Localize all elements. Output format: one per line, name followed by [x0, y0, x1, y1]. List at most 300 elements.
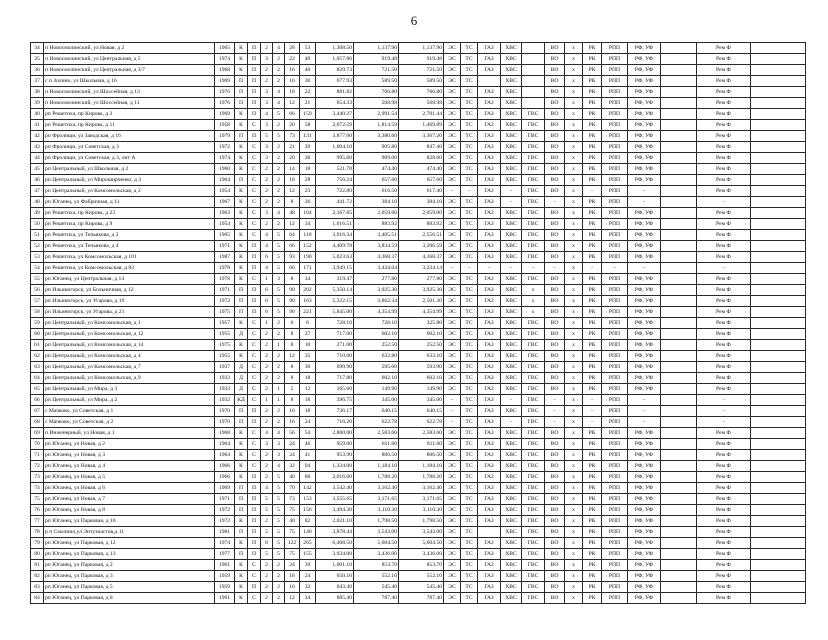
table-cell: 545.40 [399, 582, 444, 593]
table-cell: х [522, 307, 545, 318]
table-cell: ВО [545, 483, 565, 494]
table-cell: 1976 [215, 98, 235, 109]
table-cell: 40 [300, 54, 316, 65]
table-cell: ГАЗ [478, 153, 501, 164]
table-cell: рп Решетиха, ул Тепьякова, д 2 [44, 230, 215, 241]
table-cell: 728.10 [316, 318, 354, 329]
table-cell: ГАЗ [478, 571, 501, 582]
table-cell: 56 [31, 285, 44, 296]
table-cell: рп Юганец, ул Новая, д 2 [44, 439, 215, 450]
table-cell [751, 120, 806, 131]
table-cell: ГВС [522, 417, 545, 428]
table-cell [661, 593, 697, 604]
table-cell: РФ, УФ [628, 538, 661, 549]
table-row [31, 538, 806, 549]
table-cell: Рем Ф [697, 87, 751, 98]
table-cell: ЭС [444, 241, 461, 252]
table-cell: ВО [545, 230, 565, 241]
table-cell: 1961 [215, 593, 235, 604]
table-cell: ВО [545, 76, 565, 87]
table-cell: 66 [31, 395, 44, 406]
table-cell: 474.40 [354, 164, 399, 175]
table-cell: 277.80 [399, 274, 444, 285]
table-cell: 2 [273, 362, 285, 373]
table-cell: Рем Ф [697, 505, 751, 516]
table-cell: 595.00 [354, 362, 399, 373]
table-cell: 142 [300, 483, 316, 494]
table-cell: 3,494.30 [316, 505, 354, 516]
table-cell: 1974 [215, 538, 235, 549]
table-cell: 12 [285, 186, 300, 197]
table-cell: 1 [261, 318, 273, 329]
table-cell: П [235, 98, 248, 109]
table-cell: РФ, УФ [628, 87, 661, 98]
table-cell: РФ, УФ [628, 43, 661, 54]
table-cell: ГАЗ [478, 120, 501, 131]
table-cell: 152 [300, 241, 316, 252]
table-cell: 46 [31, 175, 44, 186]
table-cell: 1959 [215, 582, 235, 593]
table-cell: 271.00 [316, 340, 354, 351]
table-cell [751, 439, 806, 450]
table-cell: - [501, 395, 522, 406]
table-cell: 1970 [215, 406, 235, 417]
table-cell: Рем Ф [697, 450, 751, 461]
table-cell: ХВС [501, 285, 522, 296]
table-cell: РК [583, 219, 602, 230]
table-cell: ГВС [522, 362, 545, 373]
table-cell: Рем Ф [697, 131, 751, 142]
table-cell: х [565, 417, 583, 428]
table-cell: Рем Ф [697, 571, 751, 582]
table-cell: 18 [300, 406, 316, 417]
table-cell: ГАЗ [478, 373, 501, 384]
table-cell: рп Юганец, ул Парковая, д 8 [44, 593, 215, 604]
table-cell: 5,604.50 [354, 538, 399, 549]
table-cell: ГАЗ [478, 318, 501, 329]
table-row [31, 131, 806, 142]
table-cell: РПП [602, 54, 628, 65]
table-cell: 3,367.20 [399, 131, 444, 142]
table-cell: 64 [31, 373, 44, 384]
table-cell: ТС [461, 406, 478, 417]
table-cell: 27 [300, 329, 316, 340]
table-cell: 2 [261, 406, 273, 417]
table-cell: 16 [285, 76, 300, 87]
table-cell: 90 [285, 285, 300, 296]
table-cell: 3,234.14 [399, 263, 444, 274]
table-cell: ВО [545, 285, 565, 296]
table-cell: РФ, УФ [628, 120, 661, 131]
table-cell: 1975 [215, 307, 235, 318]
table-row [31, 197, 806, 208]
table-cell: ВО [545, 307, 565, 318]
table-cell: 4 [273, 461, 285, 472]
table-cell: ГАЗ [478, 549, 501, 560]
table-cell: ГВС [522, 527, 545, 538]
table-cell: 1963 [215, 208, 235, 219]
table-cell: - [461, 186, 478, 197]
table-cell [661, 54, 697, 65]
table-cell: ЭС [444, 208, 461, 219]
table-cell: х [565, 373, 583, 384]
table-cell: 22 [285, 54, 300, 65]
table-cell: 616.50 [354, 186, 399, 197]
table-cell: РК [583, 472, 602, 483]
table-cell: С [248, 230, 261, 241]
table-cell: РПП [602, 296, 628, 307]
table-cell: РК [583, 494, 602, 505]
table-cell: х [565, 109, 583, 120]
table-cell: 2 [261, 329, 273, 340]
table-cell: 1967 [215, 197, 235, 208]
table-cell: 2 [261, 560, 273, 571]
table-cell: 717.00 [316, 329, 354, 340]
table-cell: 77 [31, 516, 44, 527]
table-cell: 110 [300, 230, 316, 241]
table-cell [661, 505, 697, 516]
table-cell: ГАЗ [478, 274, 501, 285]
table-cell: 552.10 [354, 571, 399, 582]
table-cell: ХВС [501, 505, 522, 516]
table-cell: 4,368.37 [399, 252, 444, 263]
table-cell: РПП [602, 219, 628, 230]
table-cell: 36 [31, 65, 44, 76]
table-row [31, 76, 806, 87]
table-cell: ХВС [501, 373, 522, 384]
table-cell [661, 494, 697, 505]
table-cell: 1964 [215, 175, 235, 186]
table-cell: ВО [545, 362, 565, 373]
table-cell [751, 43, 806, 54]
table-cell: 8 [285, 373, 300, 384]
table-cell: - [628, 186, 661, 197]
table-cell: 8 [285, 197, 300, 208]
table-cell: 35 [31, 54, 44, 65]
table-cell: ТС [461, 329, 478, 340]
table-cell: 94 [300, 461, 316, 472]
table-cell: РПП [602, 164, 628, 175]
table-cell [661, 318, 697, 329]
table-row [31, 263, 806, 274]
table-cell: ГАЗ [478, 230, 501, 241]
table-cell: РФ, УФ [628, 384, 661, 395]
table-row [31, 252, 806, 263]
table-cell: РФ, УФ [628, 65, 661, 76]
table-cell: РПП [602, 351, 628, 362]
table-cell: ЭС [444, 230, 461, 241]
table-cell: 766.80 [399, 87, 444, 98]
table-cell: 4,368.37 [354, 252, 399, 263]
table-cell [751, 538, 806, 549]
table-cell: ХВС [501, 76, 522, 87]
table-cell: РФ, УФ [628, 76, 661, 87]
table-cell: 919.48 [399, 54, 444, 65]
table-cell: РФ, УФ [628, 175, 661, 186]
table-cell: 1975 [215, 340, 235, 351]
table-cell: П [248, 582, 261, 593]
table-cell [661, 197, 697, 208]
table-cell: 589.50 [399, 76, 444, 87]
table-cell: 3 [273, 439, 285, 450]
table-cell: 589.50 [354, 76, 399, 87]
table-cell: ТС [461, 296, 478, 307]
table-cell: рп Юганец, ул Парковая, д 10 [44, 516, 215, 527]
table-row [31, 582, 806, 593]
table-cell: П [248, 296, 261, 307]
table-cell: 1954 [215, 186, 235, 197]
table-cell: РФ, УФ [628, 527, 661, 538]
table-cell [661, 164, 697, 175]
table-cell: ХВС [501, 406, 522, 417]
table-cell: ГВС [522, 208, 545, 219]
table-cell [751, 406, 806, 417]
table-cell: 71 [31, 450, 44, 461]
table-cell: 21 [285, 142, 300, 153]
table-cell: К [235, 197, 248, 208]
table-cell: П [248, 252, 261, 263]
table-cell: РК [583, 131, 602, 142]
table-cell: 2,072.59 [316, 120, 354, 131]
table-cell: ГВС [522, 120, 545, 131]
table-cell: Д [235, 384, 248, 395]
table-cell [661, 549, 697, 560]
table-cell: ВО [545, 527, 565, 538]
table-cell: К [235, 560, 248, 571]
table-cell: 3 [261, 153, 273, 164]
table-cell: 2 [273, 65, 285, 76]
table-cell: ХВС [501, 472, 522, 483]
table-cell: ТС [461, 362, 478, 373]
table-cell: ЭС [444, 593, 461, 604]
table-cell: РПП [602, 153, 628, 164]
table-cell [661, 329, 697, 340]
table-cell: 8 [261, 538, 273, 549]
table-cell: 710.00 [316, 351, 354, 362]
table-cell: ГАЗ [478, 98, 501, 109]
table-cell: 5 [273, 109, 285, 120]
table-cell: - [628, 417, 661, 428]
table-cell [751, 274, 806, 285]
table-cell: 5,023.63 [316, 252, 354, 263]
table-cell: К [235, 340, 248, 351]
table-cell: 3,110.30 [399, 505, 444, 516]
table-cell: 4 [261, 109, 273, 120]
table-cell: рп Решетиха, пр Кирова, д 23 [44, 208, 215, 219]
table-cell: 30 [300, 362, 316, 373]
table-row [31, 373, 806, 384]
table-cell: п Инженерный, ул Новая, д 1 [44, 428, 215, 439]
table-cell: 2 [261, 164, 273, 175]
table-cell: Рем Ф [697, 307, 751, 318]
table-cell: 699.90 [316, 362, 354, 373]
table-cell: ГАЗ [478, 219, 501, 230]
table-cell: ВО [545, 153, 565, 164]
table-cell: 252.50 [399, 340, 444, 351]
table-cell: ГАЗ [478, 131, 501, 142]
table-cell: К [235, 54, 248, 65]
table-cell: ХВС [501, 571, 522, 582]
table-cell: ВО [545, 549, 565, 560]
table-cell: 1,001.10 [316, 560, 354, 571]
table-cell [751, 417, 806, 428]
table-cell: рп Центральный, ул Комсомольская, д 2 [44, 186, 215, 197]
table-cell: 64 [285, 230, 300, 241]
table-cell: п Новосмолинский, ул Новая, д 2 [44, 43, 215, 54]
table-cell: П [235, 417, 248, 428]
table-cell: х [565, 120, 583, 131]
table-cell: РК [583, 329, 602, 340]
table-cell: ГВС [522, 131, 545, 142]
table-cell: РПП [602, 241, 628, 252]
table-cell: РПП [602, 197, 628, 208]
table-cell [661, 241, 697, 252]
table-cell [478, 527, 501, 538]
table-cell: РФ, УФ [628, 340, 661, 351]
table-cell: ГВС [522, 186, 545, 197]
table-cell: ЭС [444, 582, 461, 593]
table-cell: РК [583, 582, 602, 593]
table-cell: ГАЗ [478, 175, 501, 186]
table-cell: 474.40 [399, 164, 444, 175]
table-cell: РПП [602, 417, 628, 428]
table-cell: ХВС [501, 428, 522, 439]
table-cell [661, 186, 697, 197]
table-cell: С [248, 351, 261, 362]
table-row [31, 274, 806, 285]
table-cell: 545.40 [354, 582, 399, 593]
table-cell: 1 [273, 395, 285, 406]
table-cell: ТС [461, 197, 478, 208]
table-cell: ЭС [444, 362, 461, 373]
table-cell [751, 340, 806, 351]
table-cell: РК [583, 54, 602, 65]
table-cell: х [565, 351, 583, 362]
table-cell: ВО [545, 461, 565, 472]
table-row [31, 560, 806, 571]
table-cell: ВО [545, 593, 565, 604]
table-row [31, 571, 806, 582]
table-cell: ЭС [444, 296, 461, 307]
table-cell: ВО [545, 65, 565, 76]
table-cell: Рем Ф [697, 593, 751, 604]
table-cell: 811.60 [399, 439, 444, 450]
table-cell: РПП [602, 87, 628, 98]
table-cell: ГВС [522, 406, 545, 417]
table-cell: РПП [602, 65, 628, 76]
table-cell: 654.33 [316, 98, 354, 109]
table-cell: 58 [31, 307, 44, 318]
table-cell: 16 [285, 582, 300, 593]
table-cell: рп Юганец, ул Парковая, д 12 [44, 538, 215, 549]
table-cell: К [235, 219, 248, 230]
table-cell: ВО [545, 175, 565, 186]
table-cell: рп Фролищи, ул Советская, д 3 [44, 142, 215, 153]
table-cell: ВО [545, 560, 565, 571]
table-cell: 4 [261, 263, 273, 274]
table-cell: Рем Ф [697, 538, 751, 549]
table-cell: 2 [261, 384, 273, 395]
table-cell: ЭС [444, 120, 461, 131]
table-cell: 2 [261, 76, 273, 87]
table-cell: П [235, 87, 248, 98]
table-cell: РПП [602, 340, 628, 351]
table-cell: КД [235, 395, 248, 406]
table-cell: РК [583, 384, 602, 395]
table-cell: ВО [545, 219, 565, 230]
table-cell: РПП [602, 285, 628, 296]
table-cell: ВО [545, 373, 565, 384]
table-cell: 2 [261, 65, 273, 76]
table-cell: 3,436.00 [399, 549, 444, 560]
table-cell: ГВС [522, 340, 545, 351]
table-cell: ТС [461, 582, 478, 593]
table-cell: 90 [285, 296, 300, 307]
table-row [31, 483, 806, 494]
table-cell: ВО [545, 472, 565, 483]
table-cell: 41 [31, 120, 44, 131]
table-cell: 1976 [215, 87, 235, 98]
table-cell: ТС [461, 285, 478, 296]
table-cell: 2 [273, 153, 285, 164]
table-cell: рп Ильиногорск, ул Угарова, д 19 [44, 296, 215, 307]
table-cell: 3,925.30 [354, 285, 399, 296]
table-cell [751, 593, 806, 604]
table-cell: рп Фролищи, ул Заводская, д 16 [44, 131, 215, 142]
table-cell: 441.72 [316, 197, 354, 208]
table-cell: 47 [31, 186, 44, 197]
table-cell: Рем Ф [697, 43, 751, 54]
table-cell [751, 472, 806, 483]
table-cell: х [565, 142, 583, 153]
table-cell: 32 [300, 582, 316, 593]
table-cell: х [565, 219, 583, 230]
table-cell: рп Решетиха, ул Комсомольская, д 101 [44, 252, 215, 263]
table-cell [522, 54, 545, 65]
table-cell: П [235, 406, 248, 417]
table-row [31, 340, 806, 351]
table-cell [661, 153, 697, 164]
table-cell: 16 [285, 406, 300, 417]
table-cell: ЭС [444, 252, 461, 263]
table-cell: с Мачково, ул Советская, д 1 [44, 406, 215, 417]
table-cell: РПП [602, 186, 628, 197]
table-cell: 5,604.50 [399, 538, 444, 549]
table-cell: ХВС [501, 296, 522, 307]
table-cell: ГВС [522, 252, 545, 263]
table-cell: х [565, 450, 583, 461]
table-cell: С [248, 318, 261, 329]
table-cell: ЭС [444, 571, 461, 582]
table-cell: 2 [273, 571, 285, 582]
table-cell: С [248, 384, 261, 395]
table-cell: РК [583, 208, 602, 219]
table-cell: рп Решетиха, ул Комсомольская, д 83 [44, 263, 215, 274]
table-cell: 28 [300, 175, 316, 186]
table-cell: 1955 [215, 351, 235, 362]
table-cell: ВО [545, 98, 565, 109]
table-cell: ЭС [444, 65, 461, 76]
table-cell: 61 [31, 340, 44, 351]
table-cell: 6,408.50 [316, 538, 354, 549]
table-row [31, 516, 806, 527]
table-cell [751, 241, 806, 252]
table-cell: 2 [261, 450, 273, 461]
table-cell: 5,845.00 [316, 307, 354, 318]
table-cell: ЭС [444, 505, 461, 516]
table-cell: 5 [273, 505, 285, 516]
table-cell: РПП [602, 142, 628, 153]
